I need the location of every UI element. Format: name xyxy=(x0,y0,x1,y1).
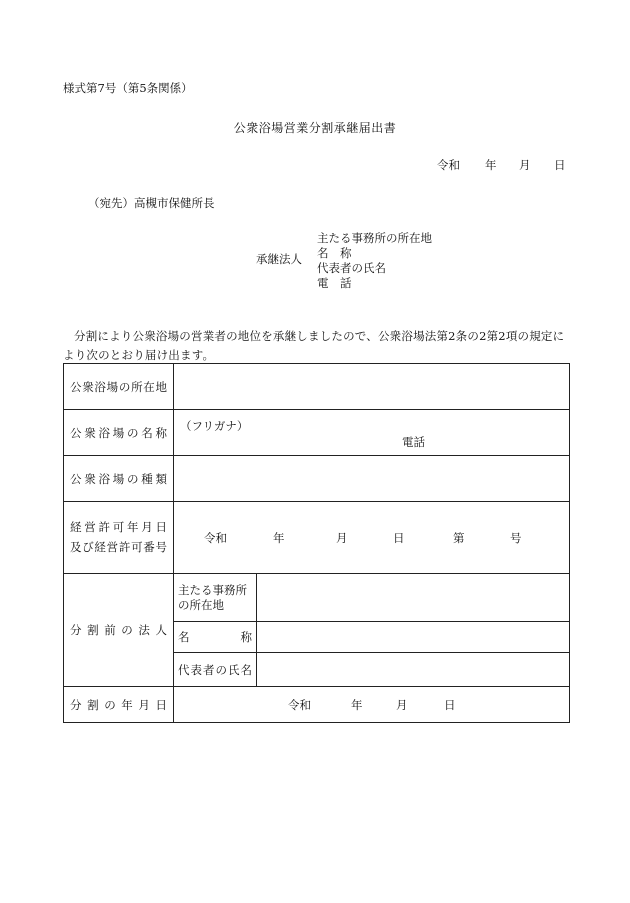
form-number: 様式第7号（第5条関係） xyxy=(63,81,193,95)
successor-fields xyxy=(317,231,432,291)
type-field[interactable] xyxy=(174,456,570,502)
date-month: 月 xyxy=(519,158,531,172)
phone-label: 電話 xyxy=(402,435,425,449)
prior-corp-label: 分割前の法人 xyxy=(70,623,167,637)
furigana-label: （フリガナ） xyxy=(180,419,249,433)
prior-rep-field[interactable] xyxy=(257,653,570,687)
statement-text: 分割により公衆浴場の営業者の地位を承継しましたので、公衆浴場法第2条の2第2項の規定により次のとおり届け出ます。 xyxy=(63,329,565,362)
permit-number-prefix: 第 xyxy=(453,530,465,545)
successor-office-label: 主たる事務所の所在地 xyxy=(317,231,432,245)
permit-day: 日 xyxy=(393,530,405,545)
permit-year: 年 xyxy=(273,530,285,545)
split-date-year: 年 xyxy=(351,697,363,712)
permit-label-2: 及び経営許可番号 xyxy=(70,540,167,554)
date-era: 令和 xyxy=(437,158,460,172)
date-day: 日 xyxy=(554,158,566,172)
successor-label: 承継法人 xyxy=(256,252,302,266)
prior-office-field[interactable] xyxy=(257,574,570,622)
permit-label-1: 経営許可年月日 xyxy=(70,520,167,534)
location-label: 公衆浴場の所在地 xyxy=(70,379,167,394)
addressee: （宛先）高槻市保健所長 xyxy=(88,196,215,210)
split-date-label: 分割の年月日 xyxy=(70,697,167,712)
name-field[interactable] xyxy=(174,410,570,456)
successor-name-label: 名 称 xyxy=(317,246,352,260)
split-date-field[interactable] xyxy=(174,687,570,723)
type-label: 公衆浴場の種類 xyxy=(70,471,167,486)
prior-rep-label: 代表者の氏名 xyxy=(178,662,252,677)
prior-name-label: 名 称 xyxy=(178,630,252,644)
location-field[interactable] xyxy=(174,364,570,410)
successor-rep-label: 代表者の氏名 xyxy=(317,261,386,275)
date-year: 年 xyxy=(485,158,497,172)
split-date-month: 月 xyxy=(396,697,408,712)
permit-month: 月 xyxy=(336,530,348,545)
prior-office-label-1: 主たる事務所 xyxy=(178,582,247,597)
document-title: 公衆浴場営業分割承継届出書 xyxy=(233,121,397,135)
prior-name-field[interactable] xyxy=(257,622,570,653)
permit-era: 令和 xyxy=(204,530,227,545)
split-date-era: 令和 xyxy=(288,697,311,712)
notification-table xyxy=(63,363,570,723)
successor-phone-label: 電 話 xyxy=(317,276,352,290)
prior-office-label-2: の所在地 xyxy=(178,597,224,612)
name-label: 公衆浴場の名称 xyxy=(70,425,167,440)
permit-field[interactable] xyxy=(174,502,570,574)
permit-number-suffix: 号 xyxy=(510,530,522,545)
split-date-day: 日 xyxy=(444,697,456,712)
